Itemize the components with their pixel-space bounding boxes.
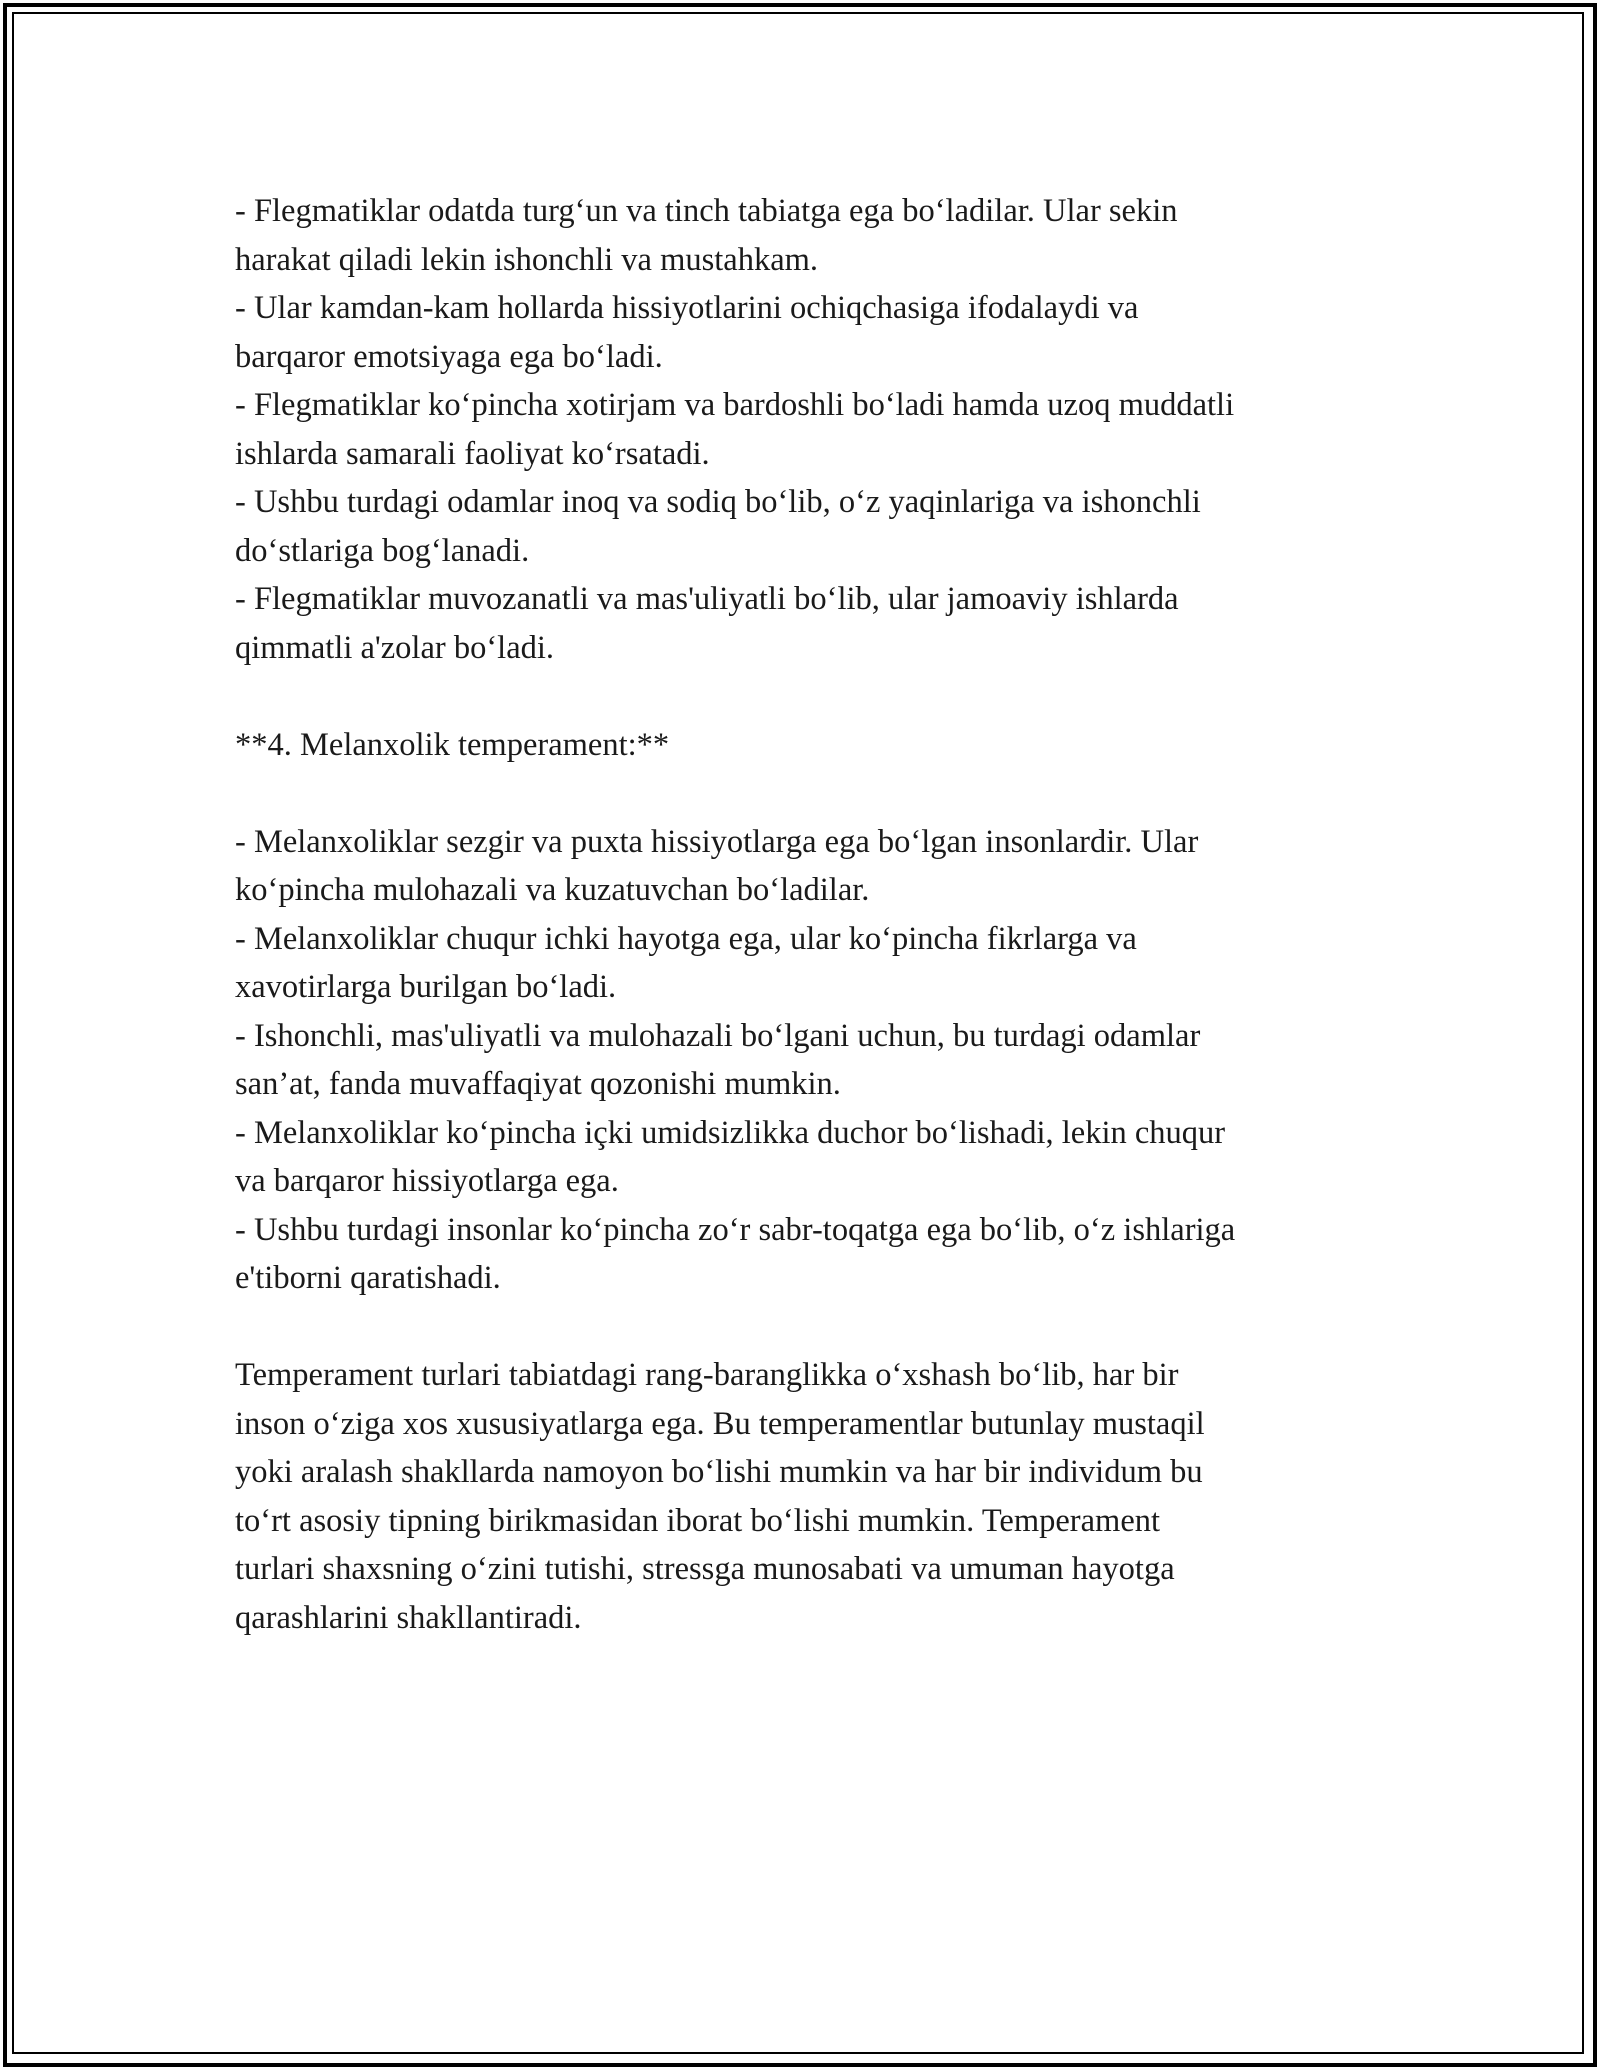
blank-line	[235, 1303, 1385, 1352]
text-line: to‘rt asosiy tipning birikmasidan iborat bo‘lishi mumkin. Temperament	[235, 1502, 1161, 1539]
text-line: barqaror emotsiyaga ega bo‘ladi.	[235, 338, 663, 375]
text-line: - Ular kamdan-kam hollarda hissiyotlarini ochiqchasiga ifodalaydi va	[235, 290, 1139, 326]
text-line: - Ushbu turdagi insonlar ko‘pincha zo‘r sabr-toqatga ega bo‘lib, o‘z ishlariga	[235, 1211, 1236, 1248]
text-line: harakat qiladi lekin ishonchli va mustahkam.	[235, 241, 819, 278]
document-body	[235, 187, 1385, 1642]
text-line: - Flegmatiklar odatda turg‘un va tinch tabiatga ega bo‘ladilar. Ular sekin	[235, 193, 1178, 229]
text-line: inson o‘ziga xos xususiyatlarga ega. Bu temperamentlar butunlay mustaqil	[235, 1405, 1205, 1442]
text-line: - Melanxoliklar chuqur ichki hayotga ega, ular ko‘pincha fikrlarga va	[235, 920, 1137, 957]
heading-text: **4. Melanxolik temperament:**	[235, 726, 670, 763]
text-line: ishlarda samarali faoliyat ko‘rsatadi.	[235, 435, 710, 472]
section-heading	[235, 721, 1385, 770]
blank-line	[235, 769, 1385, 818]
text-line: ko‘pincha mulohazali va kuzatuvchan bo‘ladilar.	[235, 872, 870, 908]
text-line: yoki aralash shakllarda namoyon bo‘lishi mumkin va har bir individum bu	[235, 1454, 1203, 1490]
text-line: turlari shaxsning o‘zini tutishi, stressga munosabati va umuman hayotga	[235, 1551, 1175, 1587]
phlegmatic-traits-paragraph	[235, 187, 1385, 672]
text-line: - Flegmatiklar muvozanatli va mas'uliyatli bo‘lib, ular jamoaviy ishlarda	[235, 581, 1179, 617]
text-line: do‘stlariga bog‘lanadi.	[235, 532, 530, 569]
text-line: - Ishonchli, mas'uliyatli va mulohazali bo‘lgani uchun, bu turdagi odamlar	[235, 1017, 1201, 1054]
text-line: qarashlarini shakllantiradi.	[235, 1599, 582, 1636]
text-line: Temperament turlari tabiatdagi rang-baranglikka o‘xshash bo‘lib, har bir	[235, 1357, 1179, 1393]
text-line: - Flegmatiklar ko‘pincha xotirjam va bardoshli bo‘ladi hamda uzoq muddatli	[235, 387, 1235, 423]
blank-line	[235, 672, 1385, 721]
text-line: xavotirlarga burilgan bo‘ladi.	[235, 969, 617, 1005]
text-line: - Melanxoliklar sezgir va puxta hissiyotlarga ega bo‘lgan insonlardir. Ular	[235, 823, 1199, 860]
text-line: - Melanxoliklar ko‘pincha içki umidsizlikka duchor bo‘lishadi, lekin chuqur	[235, 1114, 1226, 1151]
text-line: e'tiborni qaratishadi.	[235, 1260, 501, 1296]
text-line: va barqaror hissiyotlarga ega.	[235, 1163, 619, 1199]
melancholic-traits-paragraph	[235, 818, 1385, 1303]
text-line: san’at, fanda muvaffaqiyat qozonishi mumkin.	[235, 1066, 841, 1102]
text-line: qimmatli a'zolar bo‘ladi.	[235, 629, 555, 666]
text-line: - Ushbu turdagi odamlar inoq va sodiq bo‘lib, o‘z yaqinlariga va ishonchli	[235, 484, 1201, 520]
conclusion-paragraph	[235, 1351, 1385, 1642]
